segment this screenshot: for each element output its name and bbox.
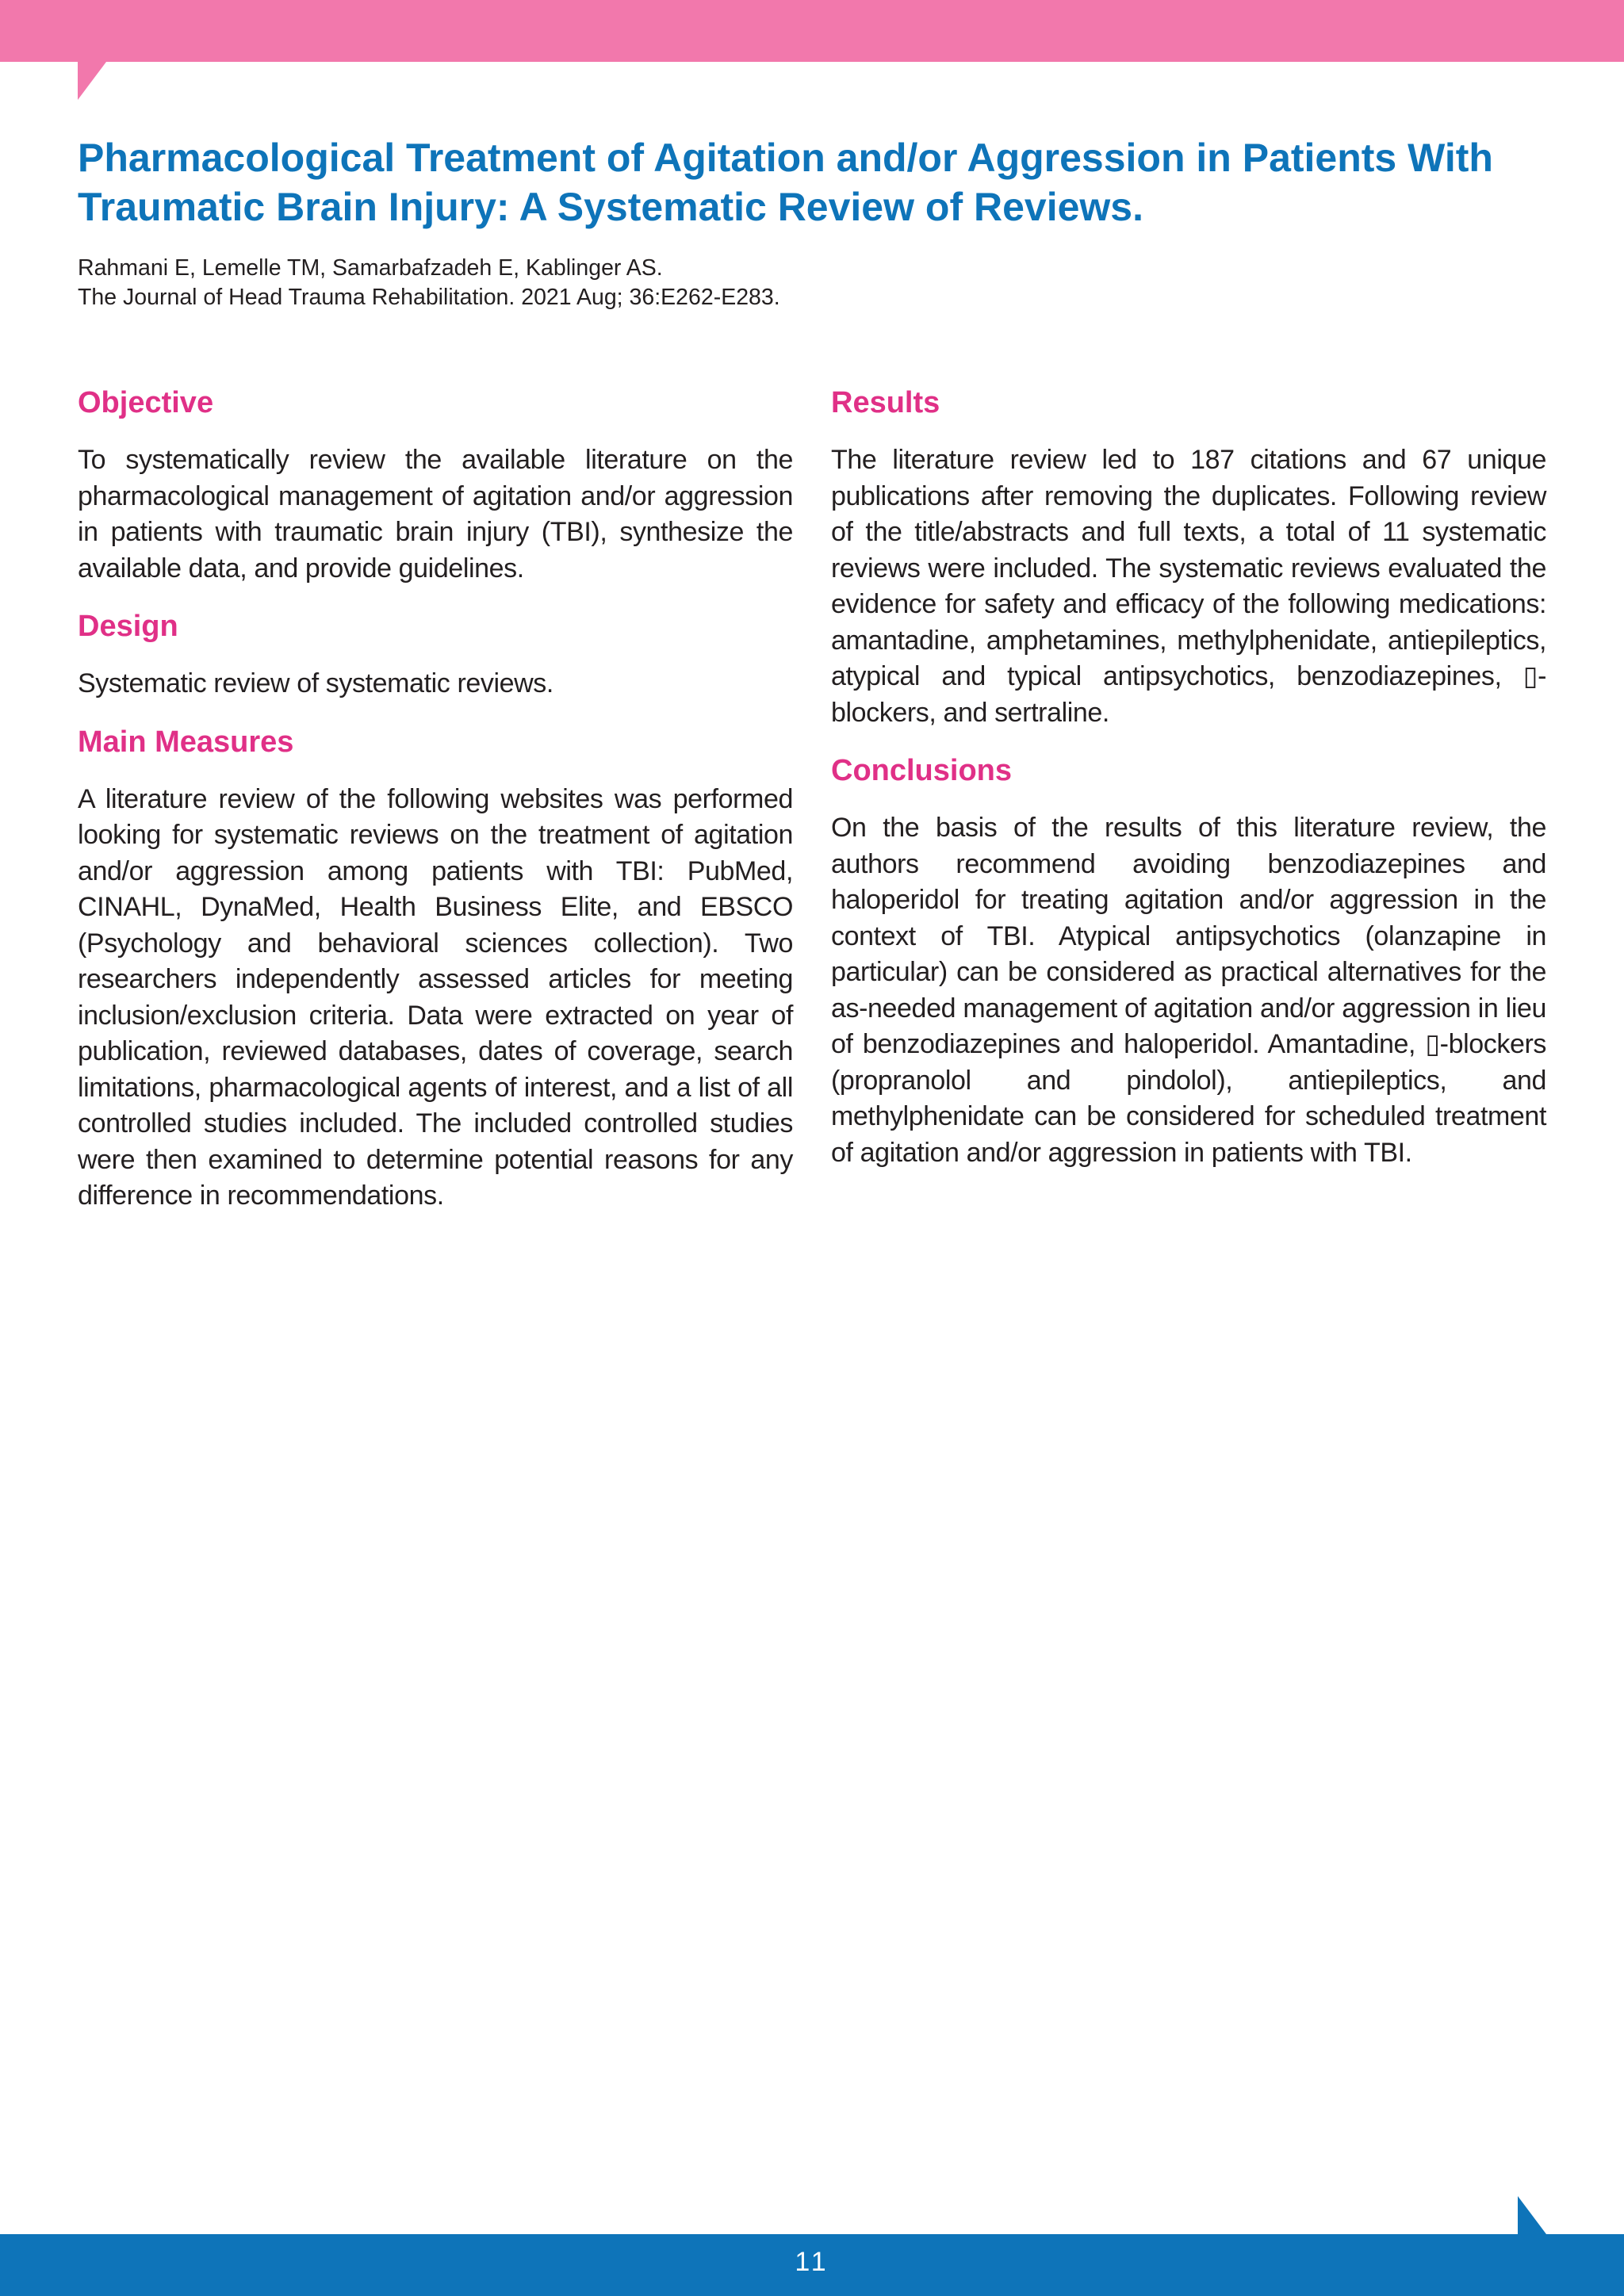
conclusions-heading: Conclusions [831, 754, 1013, 787]
design-heading: Design [78, 610, 178, 643]
article-title: Pharmacological Treatment of Agitation and/or Aggression in Patients With Traumatic Brain Injury: A Systematic Review of Reviews. [78, 136, 1493, 229]
bottom-corner-tab [1518, 2196, 1546, 2234]
results-heading: Results [831, 386, 940, 419]
right-column [831, 384, 1546, 1171]
conclusions-text: On the basis of the results of this literature review, the authors recommend avoiding benzodiazepines and haloperidol for treating agitation and/or aggression in the context of TBI. Atypical antipsychotics (olanzapine in particular) can be considered as practical alternatives for the as-needed management of agitation and/or aggression in lieu of benzodiazepines and haloperidol. Amantadine, ▯-blockers (propranolol and pindolol), antiepileptics, and methylphenidate can be considered for scheduled treatment of agitation and/or aggression in patients with TBI. [831, 813, 1546, 1168]
article-authors: Rahmani E, Lemelle TM, Samarbafzadeh E, Kablinger AS. [78, 255, 663, 281]
results-text: The literature review led to 187 citations and 67 unique publications after removing the duplicates. Following review of the title/abstracts and full texts, a total of 11 systematic reviews were included. The systematic reviews evaluated the evidence for safety and efficacy of the following medications: amantadine, amphetamines, methylphenidate, antiepileptics, atypical and typical antipsychotics, benzodiazepines, ▯-blockers, and sertraline. [831, 445, 1546, 728]
objective-heading: Objective [78, 386, 214, 419]
top-corner-tab [78, 62, 106, 100]
left-column [78, 384, 793, 1215]
main-measures-heading: Main Measures [78, 725, 294, 759]
article-citation: The Journal of Head Trauma Rehabilitation. 2021 Aug; 36:E262-E283. [78, 285, 780, 310]
page-number: 11 [795, 2247, 829, 2277]
objective-text: To systematically review the available literature on the pharmacological management of agitation and/or aggression in patients with traumatic brain injury (TBI), synthesize the available data, and provide guidelines. [78, 445, 793, 584]
main-measures-text: A literature review of the following websites was performed looking for systematic reviews on the treatment of agitation and/or aggression among patients with TBI: PubMed, CINAHL, DynaMed, Health Business Elite, and EBSCO (Psychology and behavioral sciences collection). Two researchers independently assessed articles for meeting inclusion/exclusion criteria. Data were extracted on year of publication, reviewed databases, dates of coverage, search limitations, pharmacological agents of interest, and a list of all controlled studies included. The included controlled studies were then examined to determine potential reasons for any difference in recommendations. [78, 783, 793, 1211]
article-meta [78, 254, 1546, 312]
top-decorative-band [0, 0, 1624, 62]
design-text: Systematic review of systematic reviews. [78, 668, 553, 698]
